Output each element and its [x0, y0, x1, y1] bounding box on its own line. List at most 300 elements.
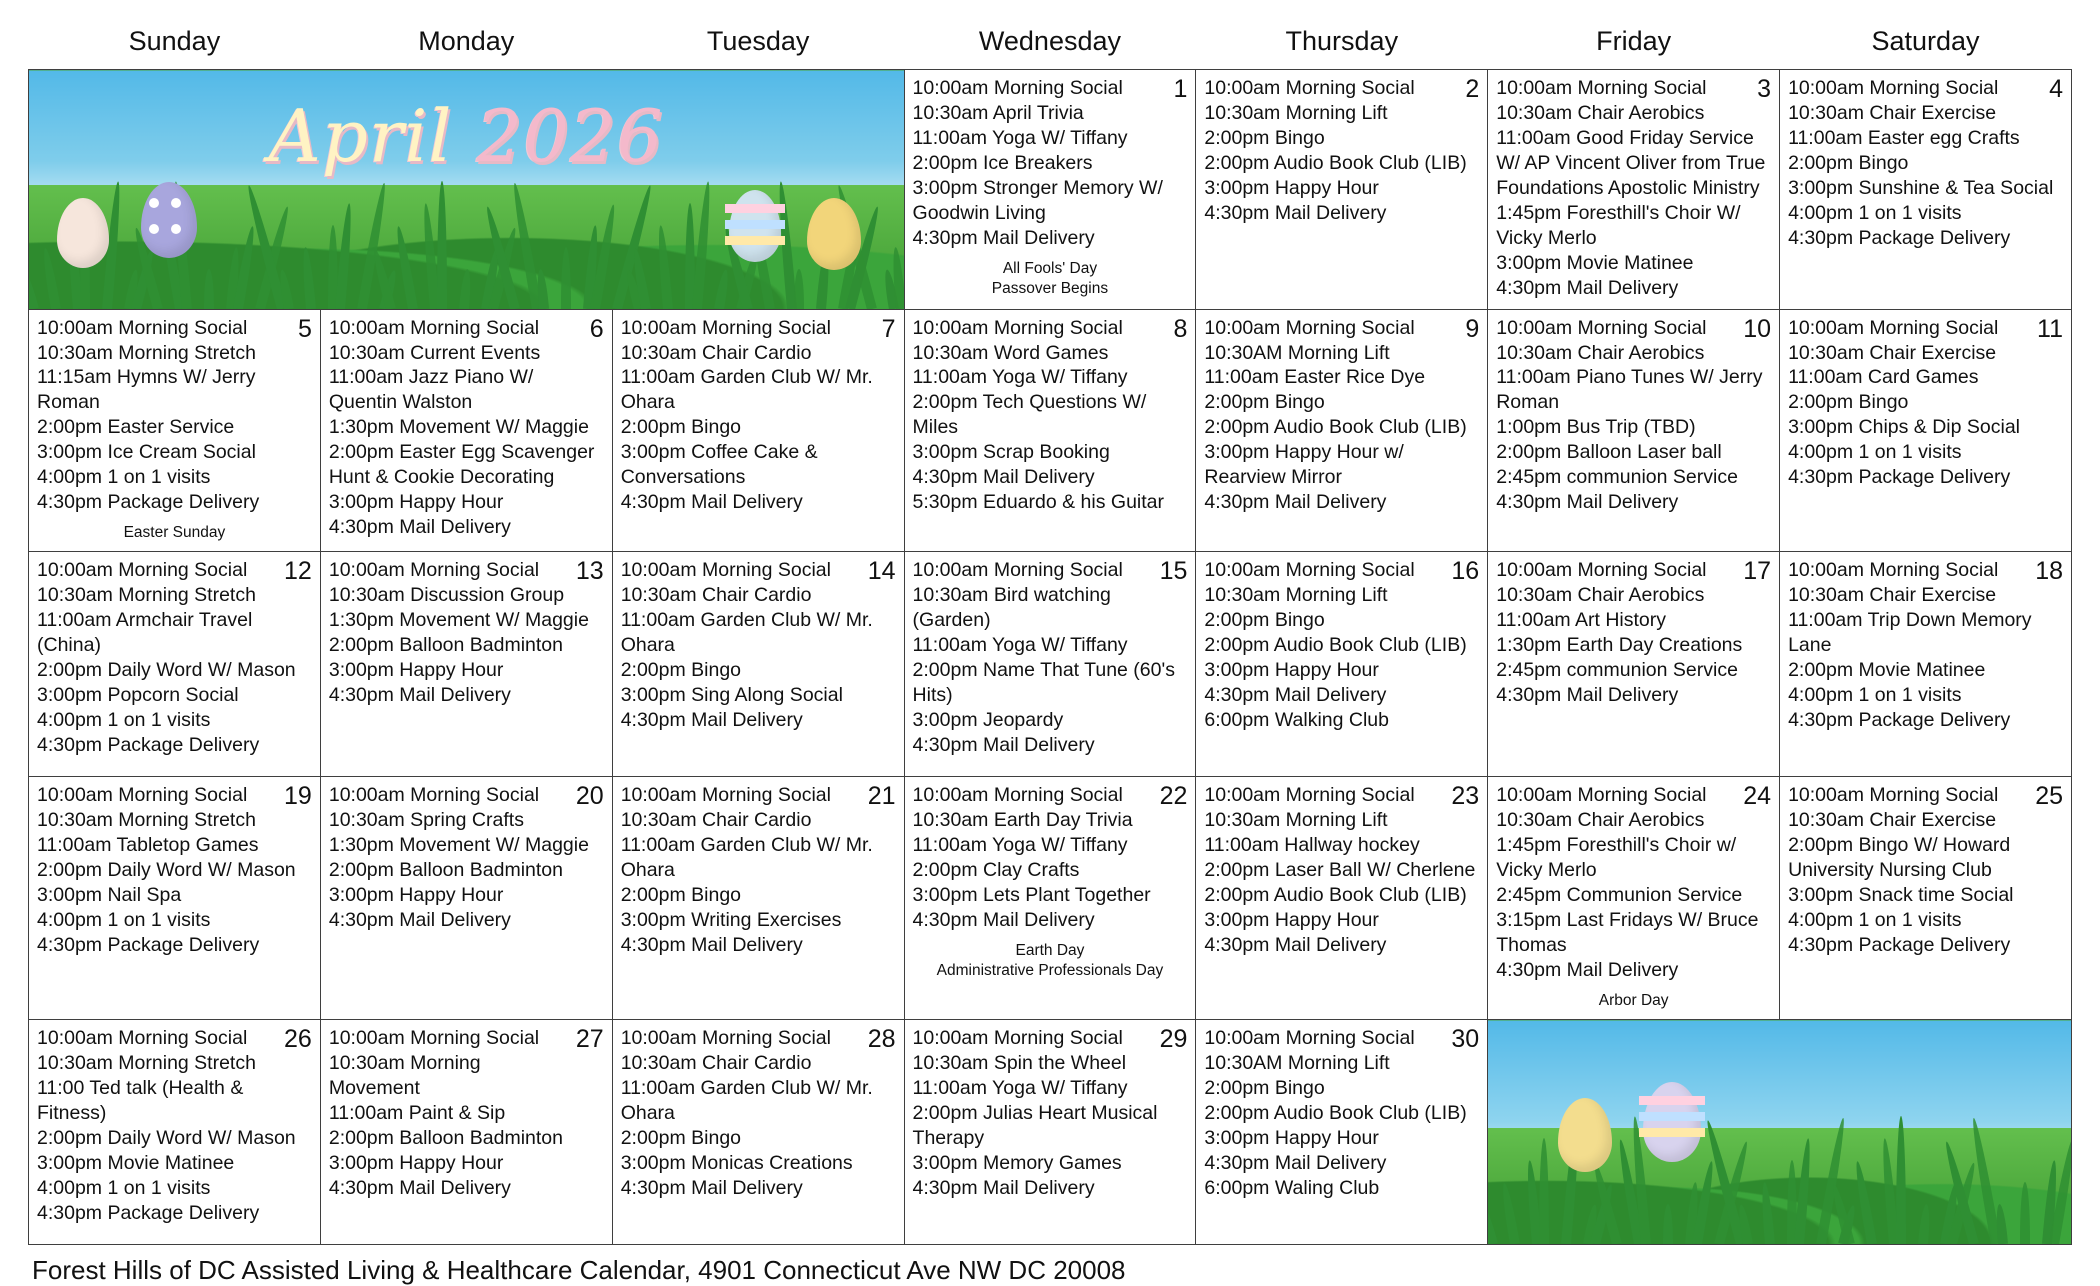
calendar-day-cell[interactable] — [904, 309, 1196, 552]
calendar-day-cell[interactable] — [29, 552, 321, 777]
event-item: 4:30pm Package Delivery — [37, 733, 312, 758]
event-item: 4:30pm Package Delivery — [1788, 465, 2063, 490]
egg-stripe — [725, 220, 785, 229]
event-item: 10:00am Morning Social — [913, 783, 1188, 808]
event-item: 10:00am Morning Social — [1204, 783, 1479, 808]
calendar-day-cell[interactable] — [904, 777, 1196, 1020]
event-item: 3:00pm Writing Exercises — [621, 908, 896, 933]
event-item: 10:30am Chair Exercise — [1788, 341, 2063, 366]
event-item: 10:00am Morning Social — [621, 558, 896, 583]
event-item: 4:30pm Mail Delivery — [621, 708, 896, 733]
easter-egg-decoration — [1558, 1098, 1612, 1172]
event-item: 11:00am Yoga W/ Tiffany — [913, 126, 1188, 151]
event-item: 2:00pm Bingo — [1204, 390, 1479, 415]
day-number: 20 — [576, 783, 604, 809]
event-item: 2:00pm Audio Book Club (LIB) — [1204, 151, 1479, 176]
event-item: 10:30am Chair Cardio — [621, 1051, 896, 1076]
event-list — [621, 558, 896, 733]
event-item: 4:30pm Mail Delivery — [1204, 490, 1479, 515]
event-item: 4:00pm 1 on 1 visits — [37, 708, 312, 733]
holiday-note-line: Earth Day — [913, 941, 1188, 961]
event-item: 11:15am Hymns W/ Jerry Roman — [37, 365, 312, 415]
day-number: 21 — [868, 783, 896, 809]
weekday-header-saturday: Saturday — [1780, 20, 2072, 70]
event-item: 11:00am Easter egg Crafts — [1788, 126, 2063, 151]
event-list — [329, 1026, 604, 1201]
calendar-day-cell[interactable] — [1780, 70, 2072, 310]
event-item: 10:00am Morning Social — [1496, 558, 1771, 583]
event-item: 11:00 Ted talk (Health & Fitness) — [37, 1076, 312, 1126]
holiday-note — [1496, 991, 1771, 1011]
event-item: 4:30pm Mail Delivery — [329, 908, 604, 933]
event-item: 4:30pm Package Delivery — [37, 490, 312, 515]
event-item: 10:00am Morning Social — [1788, 76, 2063, 101]
calendar-day-cell[interactable] — [320, 777, 612, 1020]
event-item: 4:00pm 1 on 1 visits — [37, 465, 312, 490]
event-item: 1:30pm Movement W/ Maggie — [329, 833, 604, 858]
day-number: 22 — [1160, 783, 1188, 809]
event-item: 4:30pm Mail Delivery — [1204, 201, 1479, 226]
holiday-note — [913, 259, 1188, 299]
event-item: 2:00pm Audio Book Club (LIB) — [1204, 633, 1479, 658]
event-item: 10:30am Spring Crafts — [329, 808, 604, 833]
day-number: 27 — [576, 1026, 604, 1052]
event-item: 3:00pm Happy Hour — [329, 490, 604, 515]
day-number: 24 — [1743, 783, 1771, 809]
event-item: 3:00pm Movie Matinee — [37, 1151, 312, 1176]
event-item: 10:30am Morning Stretch — [37, 808, 312, 833]
event-item: 2:00pm Name That Tune (60's Hits) — [913, 658, 1188, 708]
event-item: 10:30am Morning Lift — [1204, 101, 1479, 126]
event-item: 2:00pm Bingo — [621, 658, 896, 683]
event-item: 4:30pm Mail Delivery — [1496, 958, 1771, 983]
event-list — [1496, 783, 1771, 983]
event-item: 11:00am Piano Tunes W/ Jerry Roman — [1496, 365, 1771, 415]
event-list — [329, 558, 604, 708]
event-item: 11:00am Armchair Travel (China) — [37, 608, 312, 658]
weekday-header-wednesday: Wednesday — [904, 20, 1196, 70]
event-list — [913, 1026, 1188, 1201]
calendar-day-cell[interactable] — [1780, 309, 2072, 552]
calendar-day-cell[interactable] — [904, 70, 1196, 310]
event-item: 10:00am Morning Social — [1788, 558, 2063, 583]
event-item: 4:00pm 1 on 1 visits — [37, 1176, 312, 1201]
event-item: 3:00pm Movie Matinee — [1496, 251, 1771, 276]
calendar-week-row — [29, 552, 2072, 777]
day-number: 19 — [284, 783, 312, 809]
spring-decoration-cell — [1488, 1020, 2072, 1245]
event-item: 3:00pm Monicas Creations — [621, 1151, 896, 1176]
holiday-note-line: Easter Sunday — [37, 523, 312, 543]
egg-stripe — [1639, 1096, 1705, 1105]
weekday-header-sunday: Sunday — [29, 20, 321, 70]
event-item: 3:00pm Happy Hour — [1204, 1126, 1479, 1151]
event-item: 2:45pm Communion Service — [1496, 883, 1771, 908]
day-number: 3 — [1757, 76, 1771, 102]
event-item: 3:00pm Happy Hour — [1204, 176, 1479, 201]
event-item: 2:00pm Easter Service — [37, 415, 312, 440]
event-item: 10:30am Discussion Group — [329, 583, 604, 608]
event-item: 10:00am Morning Social — [621, 316, 896, 341]
calendar-day-cell[interactable] — [1488, 777, 1780, 1020]
event-item: 3:00pm Sunshine & Tea Social — [1788, 176, 2063, 201]
event-item: 10:00am Morning Social — [913, 1026, 1188, 1051]
event-item: 10:00am Morning Social — [913, 316, 1188, 341]
event-item: 11:00am Garden Club W/ Mr. Ohara — [621, 365, 896, 415]
event-item: 2:00pm Audio Book Club (LIB) — [1204, 415, 1479, 440]
event-item: 4:30pm Mail Delivery — [1496, 490, 1771, 515]
event-item: 4:30pm Package Delivery — [37, 933, 312, 958]
event-item: 10:00am Morning Social — [1496, 316, 1771, 341]
egg-dot — [149, 224, 159, 234]
day-number: 10 — [1743, 316, 1771, 342]
event-item: 10:30am Chair Aerobics — [1496, 808, 1771, 833]
event-list — [1204, 558, 1479, 733]
event-item: 4:30pm Mail Delivery — [913, 1176, 1188, 1201]
event-item: 4:30pm Mail Delivery — [329, 515, 604, 540]
event-item: 2:00pm Clay Crafts — [913, 858, 1188, 883]
event-item: 4:00pm 1 on 1 visits — [37, 908, 312, 933]
event-list — [1204, 1026, 1479, 1201]
event-item: 3:15pm Last Fridays W/ Bruce Thomas — [1496, 908, 1771, 958]
event-list — [913, 558, 1188, 758]
event-item: 10:30AM Morning Lift — [1204, 341, 1479, 366]
event-item: 11:00am Garden Club W/ Mr. Ohara — [621, 833, 896, 883]
event-list — [37, 316, 312, 516]
calendar-day-cell[interactable] — [612, 309, 904, 552]
event-item: 2:00pm Balloon Badminton — [329, 633, 604, 658]
event-item: 4:30pm Mail Delivery — [621, 490, 896, 515]
day-number: 9 — [1465, 316, 1479, 342]
event-item: 10:30am Chair Exercise — [1788, 101, 2063, 126]
weekday-header-row — [29, 20, 2072, 70]
calendar-day-cell[interactable] — [1196, 1020, 1488, 1245]
day-number: 29 — [1160, 1026, 1188, 1052]
day-number: 1 — [1173, 76, 1187, 102]
event-list — [913, 76, 1188, 251]
event-item: 11:00am Easter Rice Dye — [1204, 365, 1479, 390]
calendar-week-row — [29, 309, 2072, 552]
event-item: 10:30am Chair Exercise — [1788, 583, 2063, 608]
event-item: 3:00pm Snack time Social — [1788, 883, 2063, 908]
event-item: 2:00pm Bingo — [1204, 1076, 1479, 1101]
event-item: 10:30am Bird watching (Garden) — [913, 583, 1188, 633]
event-item: 2:00pm Bingo — [1788, 390, 2063, 415]
event-item: 10:00am Morning Social — [1204, 1026, 1479, 1051]
calendar-week-row — [29, 1020, 2072, 1245]
event-item: 11:00am Paint & Sip — [329, 1101, 604, 1126]
event-item: 3:00pm Stronger Memory W/ Goodwin Living — [913, 176, 1188, 226]
event-item: 2:00pm Easter Egg Scavenger Hunt & Cookie Decorating — [329, 440, 604, 490]
calendar-table — [28, 20, 2072, 1245]
day-number: 26 — [284, 1026, 312, 1052]
event-item: 3:00pm Memory Games — [913, 1151, 1188, 1176]
event-item: 4:30pm Mail Delivery — [1204, 683, 1479, 708]
calendar-week-row — [29, 777, 2072, 1020]
weekday-header-friday: Friday — [1488, 20, 1780, 70]
event-item: 2:00pm Ice Breakers — [913, 151, 1188, 176]
day-number: 14 — [868, 558, 896, 584]
day-number: 25 — [2035, 783, 2063, 809]
event-item: 3:00pm Happy Hour — [329, 1151, 604, 1176]
event-list — [329, 783, 604, 933]
weekday-header-tuesday: Tuesday — [612, 20, 904, 70]
event-item: 6:00pm Walking Club — [1204, 708, 1479, 733]
day-number: 7 — [882, 316, 896, 342]
event-item: 10:30am Morning Lift — [1204, 583, 1479, 608]
event-item: 1:00pm Bus Trip (TBD) — [1496, 415, 1771, 440]
event-item: 10:30am April Trivia — [913, 101, 1188, 126]
holiday-note-line: Administrative Professionals Day — [913, 961, 1188, 981]
day-number: 23 — [1451, 783, 1479, 809]
calendar-day-cell[interactable] — [1780, 777, 2072, 1020]
event-item: 4:30pm Package Delivery — [37, 1201, 312, 1226]
event-item: 3:00pm Scrap Booking — [913, 440, 1188, 465]
day-number: 4 — [2049, 76, 2063, 102]
day-number: 8 — [1173, 316, 1187, 342]
event-item: 3:00pm Jeopardy — [913, 708, 1188, 733]
event-item: 2:00pm Bingo W/ Howard University Nursing Club — [1788, 833, 2063, 883]
holiday-note — [37, 523, 312, 543]
calendar-day-cell[interactable] — [320, 309, 612, 552]
event-item: 10:30am Chair Exercise — [1788, 808, 2063, 833]
calendar-day-cell[interactable] — [320, 1020, 612, 1245]
event-item: 2:00pm Bingo — [621, 1126, 896, 1151]
holiday-note-line: Passover Begins — [913, 279, 1188, 299]
calendar-header — [29, 20, 2072, 70]
event-item: 10:30am Word Games — [913, 341, 1188, 366]
day-number: 30 — [1451, 1026, 1479, 1052]
event-item: 2:00pm Balloon Badminton — [329, 858, 604, 883]
event-item: 4:30pm Mail Delivery — [329, 1176, 604, 1201]
calendar-day-cell[interactable] — [29, 777, 321, 1020]
event-list — [621, 316, 896, 516]
event-item: 2:00pm Daily Word W/ Mason — [37, 658, 312, 683]
event-item: 2:00pm Audio Book Club (LIB) — [1204, 1101, 1479, 1126]
day-number: 13 — [576, 558, 604, 584]
event-item: 10:00am Morning Social — [1204, 316, 1479, 341]
event-item: 10:30am Earth Day Trivia — [913, 808, 1188, 833]
event-item: 1:30pm Movement W/ Maggie — [329, 415, 604, 440]
calendar-day-cell[interactable] — [1196, 70, 1488, 310]
event-item: 2:00pm Bingo — [1788, 151, 2063, 176]
event-item: 3:00pm Sing Along Social — [621, 683, 896, 708]
event-item: 2:00pm Bingo — [1204, 126, 1479, 151]
event-item: 2:00pm Julias Heart Musical Therapy — [913, 1101, 1188, 1151]
event-item: 10:30am Spin the Wheel — [913, 1051, 1188, 1076]
event-item: 10:00am Morning Social — [1788, 316, 2063, 341]
calendar-day-cell[interactable] — [904, 1020, 1196, 1245]
event-item: 2:45pm communion Service — [1496, 658, 1771, 683]
event-item: 10:00am Morning Social — [1204, 558, 1479, 583]
event-item: 10:00am Morning Social — [37, 558, 312, 583]
weekday-header-thursday: Thursday — [1196, 20, 1488, 70]
event-item: 10:30am Morning Stretch — [37, 341, 312, 366]
event-item: 2:00pm Tech Questions W/ Miles — [913, 390, 1188, 440]
calendar-day-cell[interactable] — [1780, 552, 2072, 777]
event-item: 10:00am Morning Social — [913, 76, 1188, 101]
event-item: 2:00pm Daily Word W/ Mason — [37, 1126, 312, 1151]
day-number: 5 — [298, 316, 312, 342]
event-item: 10:00am Morning Social — [621, 1026, 896, 1051]
event-item: 2:00pm Bingo — [621, 415, 896, 440]
event-item: 10:30am Chair Cardio — [621, 808, 896, 833]
egg-dot — [171, 224, 181, 234]
day-number: 18 — [2035, 558, 2063, 584]
event-item: 10:00am Morning Social — [329, 783, 604, 808]
event-item: 4:30pm Mail Delivery — [913, 226, 1188, 251]
day-number: 12 — [284, 558, 312, 584]
event-item: 4:30pm Mail Delivery — [913, 465, 1188, 490]
calendar-day-cell[interactable] — [1196, 777, 1488, 1020]
event-list — [1788, 316, 2063, 491]
calendar-day-cell[interactable] — [1488, 70, 1780, 310]
calendar-day-cell[interactable] — [29, 1020, 321, 1245]
event-item: 10:00am Morning Social — [37, 316, 312, 341]
calendar-day-cell[interactable] — [1196, 309, 1488, 552]
day-number: 6 — [590, 316, 604, 342]
calendar-day-cell[interactable] — [1488, 309, 1780, 552]
event-item: 11:00am Garden Club W/ Mr. Ohara — [621, 608, 896, 658]
calendar-body — [29, 70, 2072, 1245]
event-list — [37, 558, 312, 758]
event-list — [1496, 316, 1771, 516]
calendar-day-cell[interactable] — [612, 777, 904, 1020]
event-item: 2:00pm Bingo — [1204, 608, 1479, 633]
event-item: 10:00am Morning Social — [329, 316, 604, 341]
event-item: 1:30pm Movement W/ Maggie — [329, 608, 604, 633]
day-number: 16 — [1451, 558, 1479, 584]
day-number: 11 — [2037, 316, 2063, 342]
day-number: 15 — [1160, 558, 1188, 584]
easter-egg-decoration — [1643, 1082, 1701, 1162]
event-item: 10:30am Chair Aerobics — [1496, 101, 1771, 126]
event-list — [329, 316, 604, 541]
event-list — [621, 783, 896, 958]
event-item: 10:00am Morning Social — [1496, 783, 1771, 808]
event-item: 10:30am Current Events — [329, 341, 604, 366]
holiday-note-line: Arbor Day — [1496, 991, 1771, 1011]
event-item: 3:00pm Nail Spa — [37, 883, 312, 908]
event-item: 11:00am Yoga W/ Tiffany — [913, 633, 1188, 658]
event-item: 10:30am Chair Cardio — [621, 583, 896, 608]
event-item: 11:00am Tabletop Games — [37, 833, 312, 858]
event-item: 10:00am Morning Social — [1204, 76, 1479, 101]
event-list — [913, 316, 1188, 516]
event-item: 10:00am Morning Social — [913, 558, 1188, 583]
event-item: 10:00am Morning Social — [329, 1026, 604, 1051]
event-item: 6:00pm Waling Club — [1204, 1176, 1479, 1201]
event-item: 10:00am Morning Social — [37, 1026, 312, 1051]
weekday-header-monday: Monday — [320, 20, 612, 70]
day-number: 17 — [1743, 558, 1771, 584]
calendar-day-cell[interactable] — [1488, 552, 1780, 777]
event-item: 4:30pm Mail Delivery — [329, 683, 604, 708]
event-list — [37, 783, 312, 958]
event-item: 2:00pm Laser Ball W/ Cherlene — [1204, 858, 1479, 883]
calendar-day-cell[interactable] — [1196, 552, 1488, 777]
event-list — [1496, 558, 1771, 708]
egg-stripe — [1639, 1128, 1705, 1137]
event-item: 10:30am Morning Stretch — [37, 583, 312, 608]
calendar-day-cell[interactable] — [612, 552, 904, 777]
event-list — [1204, 76, 1479, 226]
event-list — [913, 783, 1188, 933]
egg-dot — [149, 198, 159, 208]
event-list — [1788, 558, 2063, 733]
event-item: 4:30pm Mail Delivery — [1204, 1151, 1479, 1176]
event-list — [621, 1026, 896, 1201]
event-item: 1:30pm Earth Day Creations — [1496, 633, 1771, 658]
calendar-day-cell[interactable] — [904, 552, 1196, 777]
event-item: 4:30pm Package Delivery — [1788, 708, 2063, 733]
event-item: 4:30pm Mail Delivery — [1496, 683, 1771, 708]
event-item: 4:00pm 1 on 1 visits — [1788, 201, 2063, 226]
event-item: 4:30pm Mail Delivery — [1496, 276, 1771, 301]
calendar-footer: Forest Hills of DC Assisted Living & Healthcare Calendar, 4901 Connecticut Ave NW DC 20008 — [28, 1255, 2072, 1286]
event-item: 10:30am Chair Cardio — [621, 341, 896, 366]
holiday-note-line: All Fools' Day — [913, 259, 1188, 279]
event-item: 1:45pm Foresthill's Choir W/ Vicky Merlo — [1496, 201, 1771, 251]
event-item: 11:00am Yoga W/ Tiffany — [913, 1076, 1188, 1101]
event-item: 10:30am Morning Lift — [1204, 808, 1479, 833]
event-item: 11:00am Art History — [1496, 608, 1771, 633]
event-item: 3:00pm Ice Cream Social — [37, 440, 312, 465]
egg-stripe — [1639, 1112, 1705, 1121]
event-item: 4:30pm Mail Delivery — [621, 933, 896, 958]
event-item: 10:30am Morning Stretch — [37, 1051, 312, 1076]
event-item: 11:00am Jazz Piano W/ Quentin Walston — [329, 365, 604, 415]
event-item: 10:30am Chair Aerobics — [1496, 341, 1771, 366]
event-item: 2:00pm Audio Book Club (LIB) — [1204, 883, 1479, 908]
event-item: 3:00pm Coffee Cake & Conversations — [621, 440, 896, 490]
event-item: 10:00am Morning Social — [621, 783, 896, 808]
event-item: 4:30pm Package Delivery — [1788, 226, 2063, 251]
event-item: 3:00pm Popcorn Social — [37, 683, 312, 708]
event-list — [1204, 316, 1479, 516]
event-item: 3:00pm Chips & Dip Social — [1788, 415, 2063, 440]
event-item: 11:00am Garden Club W/ Mr. Ohara — [621, 1076, 896, 1126]
event-list — [1496, 76, 1771, 301]
event-list — [1788, 783, 2063, 958]
event-item: 3:00pm Happy Hour — [1204, 658, 1479, 683]
event-item: 4:30pm Mail Delivery — [913, 733, 1188, 758]
event-item: 2:45pm communion Service — [1496, 465, 1771, 490]
event-item: 10:30am Morning Movement — [329, 1051, 604, 1101]
event-item: 10:00am Morning Social — [1788, 783, 2063, 808]
calendar-day-cell[interactable] — [320, 552, 612, 777]
event-item: 3:00pm Lets Plant Together — [913, 883, 1188, 908]
event-item: 4:30pm Package Delivery — [1788, 933, 2063, 958]
event-list — [1204, 783, 1479, 958]
event-item: 10:30am Chair Aerobics — [1496, 583, 1771, 608]
calendar-day-cell[interactable] — [29, 309, 321, 552]
event-item: 11:00am Hallway hockey — [1204, 833, 1479, 858]
event-item: 10:00am Morning Social — [37, 783, 312, 808]
egg-dot — [171, 198, 181, 208]
event-item: 4:00pm 1 on 1 visits — [1788, 683, 2063, 708]
event-item: 10:00am Morning Social — [329, 558, 604, 583]
event-item: 1:45pm Foresthill's Choir w/ Vicky Merlo — [1496, 833, 1771, 883]
event-item: 11:00am Yoga W/ Tiffany — [913, 833, 1188, 858]
egg-stripe — [725, 236, 785, 245]
calendar-day-cell[interactable] — [612, 1020, 904, 1245]
month-title-banner — [29, 70, 905, 310]
day-number: 2 — [1465, 76, 1479, 102]
event-item: 3:00pm Happy Hour — [329, 883, 604, 908]
event-item: 2:00pm Balloon Laser ball — [1496, 440, 1771, 465]
event-item: 2:00pm Daily Word W/ Mason — [37, 858, 312, 883]
